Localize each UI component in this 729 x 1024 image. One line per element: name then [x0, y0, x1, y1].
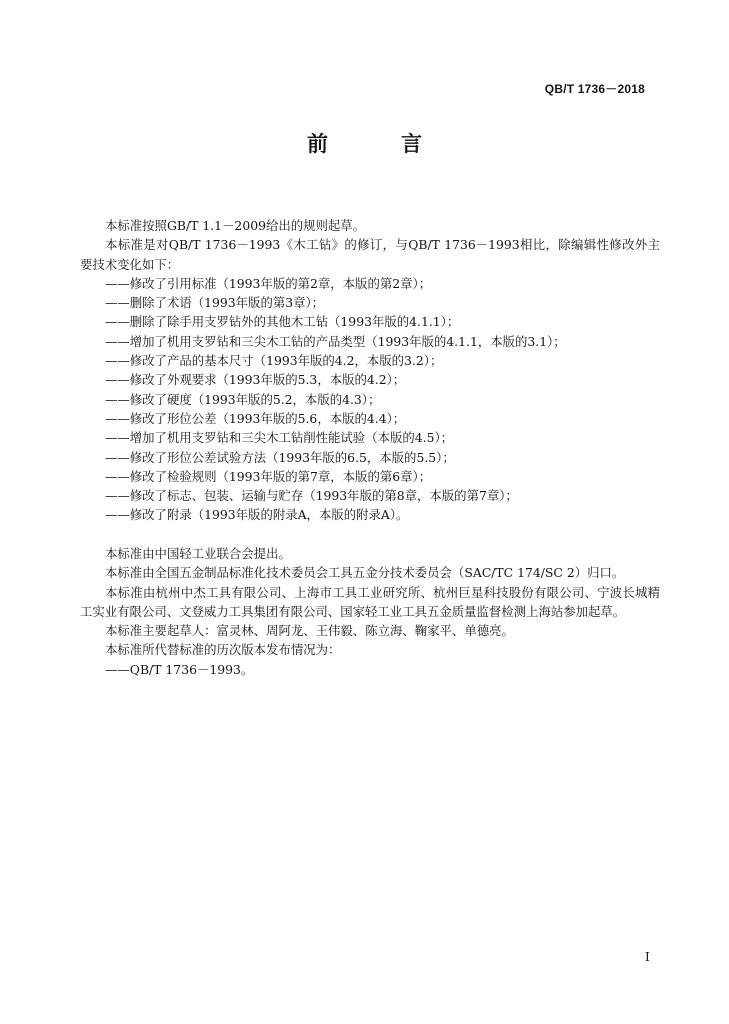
changes-list	[80, 274, 660, 525]
list-item: ——增加了机用支罗钻和三尖木工钻的产品类型（1993年版的4.1.1，本版的3.1）；	[105, 333, 566, 349]
drafters-paragraph: 本标准主要起草人：富灵林、周阿龙、王伟毅、陈立海、鞠家平、单德亮。	[105, 623, 514, 639]
page-number: I	[645, 950, 650, 964]
list-item: ——修改了检验规则（1993年版的第7章，本版的第6章）；	[105, 468, 432, 484]
foreword-info-section	[80, 544, 660, 679]
list-item: ——修改了外观要求（1993年版的5.3，本版的4.2）；	[105, 372, 406, 388]
history-item: ——QB/T 1736－1993。	[105, 661, 254, 677]
proposer-paragraph: 本标准由中国轻工业联合会提出。	[105, 546, 291, 561]
page-title: 前 言	[307, 131, 448, 156]
list-item: ——增加了机用支罗钻和三尖木工钻削性能试验（本版的4.5）；	[105, 430, 454, 446]
foreword-changes-section	[80, 216, 660, 525]
list-item: ——删除了术语（1993年版的第3章）；	[105, 295, 325, 311]
list-item: ——修改了硬度（1993年版的5.2，本版的4.3）；	[105, 391, 381, 407]
committee-paragraph: 本标准由全国五金制品标准化技术委员会工具五金分技术委员会（SAC/TC 174/SC 2）归口。	[105, 565, 625, 581]
list-item: ——修改了标志、包装、运输与贮存（1993年版的第8章，本版的第7章）；	[105, 488, 518, 504]
list-item: ——修改了引用标准（1993年版的第2章，本版的第2章）；	[105, 275, 432, 291]
list-item: ——修改了产品的基本尺寸（1993年版的4.2，本版的3.2）；	[105, 353, 443, 369]
list-item: ——修改了附录（1993年版的附录A，本版的附录A）。	[105, 507, 409, 523]
list-item: ——删除了除手用支罗钻外的其他木工钻（1993年版的4.1.1）；	[105, 314, 460, 330]
drafting-units-paragraph: 本标准由杭州中杰工具有限公司、上海市工具工业研究所、杭州巨星科技股份有限公司、宁波长城精工实业有限公司、文登威力工具集团有限公司、国家轻工业工具五金质量监督检测上海站参加起草。	[80, 584, 660, 619]
list-item: ——修改了形位公差试验方法（1993年版的6.5，本版的5.5）；	[105, 449, 455, 465]
history-intro-paragraph: 本标准所代替标准的历次版本发布情况为：	[105, 642, 341, 658]
list-item: ——修改了形位公差（1993年版的5.6，本版的4.4）；	[105, 410, 406, 426]
intro-paragraph-1: 本标准按照GB/T 1.1－2009给出的规则起草。	[105, 218, 366, 233]
intro-paragraph-2: 本标准是对QB/T 1736－1993《木工钻》的修订，与QB/T 1736－1993相比，除编辑性修改外主要技术变化如下：	[80, 237, 660, 272]
standard-code: QB/T 1736－2018	[544, 82, 645, 96]
